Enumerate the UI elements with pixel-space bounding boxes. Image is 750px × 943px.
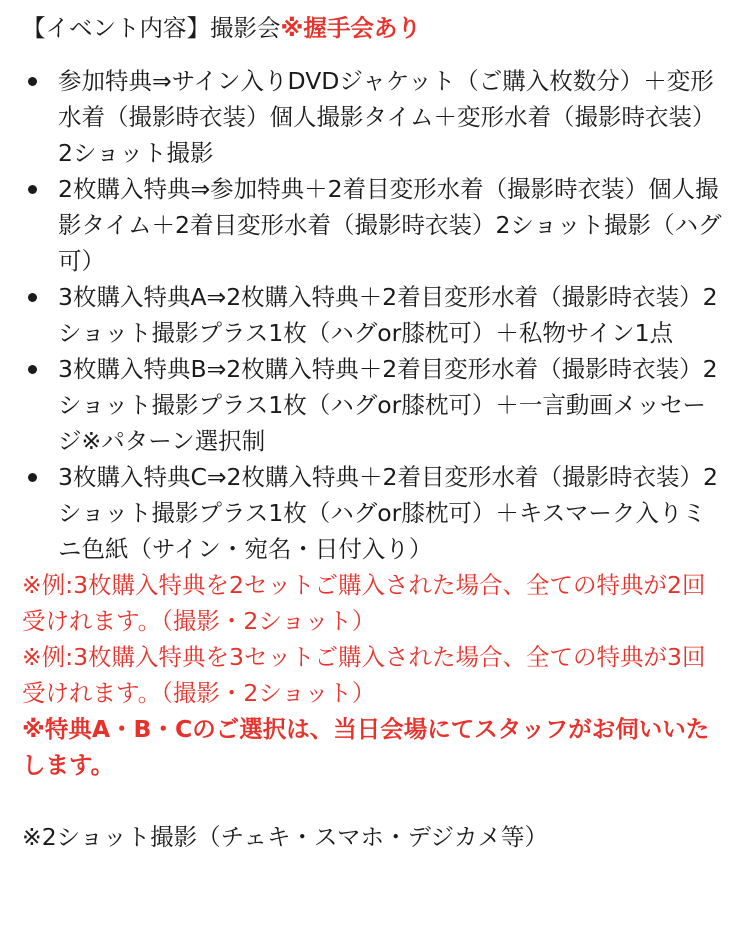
- list-item: [22, 459, 726, 567]
- bullet-icon: [28, 185, 37, 194]
- list-item: [22, 63, 726, 171]
- event-heading: [22, 10, 726, 46]
- note-two-shot-devices: ※2ショット撮影（チェキ・スマホ・デジカメ等）: [22, 823, 549, 851]
- bullet-icon: [28, 365, 37, 374]
- note-selection-on-site: ※特典A・B・Cのご選択は、当日会場にてスタッフがお伺いいたします。: [22, 715, 710, 779]
- heading-handshake-note: ※握手会あり: [280, 14, 421, 42]
- benefit-two-purchase: 2枚購入特典⇒参加特典＋2着目変形水着（撮影時衣装）個人撮影タイム＋2着目変形水着（撮影時衣装）2ショット撮影（ハグ可）: [58, 175, 722, 275]
- bullet-icon: [28, 473, 37, 482]
- bullet-icon: [28, 77, 37, 86]
- note-example-three-sets: ※例:3枚購入特典を3セットご購入された場合、全ての特典が3回受けれます。（撮影・2ショット）: [22, 643, 706, 707]
- list-item: [22, 171, 726, 279]
- heading-prefix: 【イベント内容】撮影会: [22, 14, 281, 42]
- note-example-two-sets: ※例:3枚購入特典を2セットご購入された場合、全ての特典が2回受けれます。（撮影・2ショット）: [22, 571, 706, 635]
- benefit-list: [22, 63, 726, 567]
- benefit-three-purchase-c: 3枚購入特典C⇒2枚購入特典＋2着目変形水着（撮影時衣装）2ショット撮影プラス1枚（ハグor膝枕可）＋キスマーク入りミニ色紙（サイン・宛名・日付入り）: [58, 463, 718, 563]
- list-item: [22, 351, 726, 459]
- benefit-three-purchase-b: 3枚購入特典B⇒2枚購入特典＋2着目変形水着（撮影時衣装）2ショット撮影プラス1枚（ハグor膝枕可）＋一言動画メッセージ※パターン選択制: [58, 355, 718, 455]
- benefit-participation: 参加特典⇒サイン入りDVDジャケット（ご購入枚数分）＋変形水着（撮影時衣装）個人撮影タイム＋変形水着（撮影時衣装）2ショット撮影: [58, 67, 716, 167]
- list-item: [22, 279, 726, 351]
- benefit-three-purchase-a: 3枚購入特典A⇒2枚購入特典＋2着目変形水着（撮影時衣装）2ショット撮影プラス1枚（ハグor膝枕可）＋私物サイン1点: [58, 283, 718, 347]
- bullet-icon: [28, 293, 37, 302]
